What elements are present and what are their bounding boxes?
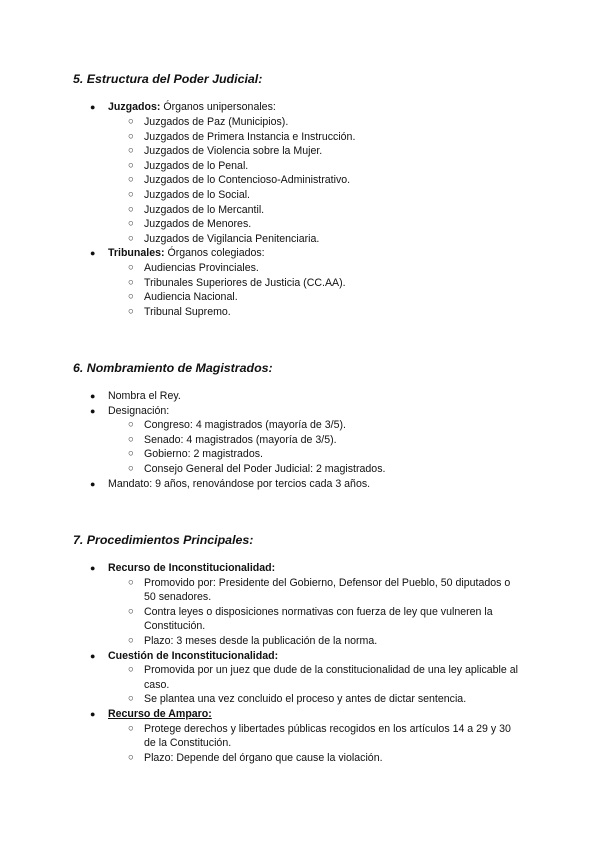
circle-bullet-icon: ○ (128, 635, 134, 646)
section-7-title: 7. Procedimientos Principales: (73, 533, 254, 547)
sublist-item: ○ Juzgados de lo Social. (128, 189, 251, 201)
sublist-item: ○ Juzgados de Paz (Municipios). (128, 116, 289, 128)
circle-bullet-icon: ○ (128, 145, 134, 157)
bullet-icon: ● (90, 102, 96, 112)
bullet-icon: ● (90, 478, 96, 489)
sublist-item: ○ Juzgados de lo Mercantil. (128, 203, 265, 216)
bullet-icon: ● (90, 709, 96, 719)
tribunales-desc: Órganos colegiados: (164, 247, 265, 260)
bullet-icon: ● (90, 405, 96, 416)
circle-bullet-icon: ○ (128, 262, 134, 273)
list-item-tribunales (90, 246, 265, 261)
list-item-recurso-amparo: ● Recurso de Amparo: (90, 708, 212, 720)
circle-bullet-icon: ○ (128, 159, 134, 171)
circle-bullet-icon: ○ (128, 448, 134, 460)
sublist-item: ○ Contra leyes o disposiciones normativas con fuerza de ley que vulneren la Constitución. (128, 605, 493, 633)
list-item: ● Nombra el Rey. (90, 390, 181, 402)
circle-bullet-icon: ○ (128, 664, 134, 676)
section-6-title: 6. Nombramiento de Magistrados: (73, 361, 273, 375)
sublist-item: ○ Gobierno: 2 magistrados. (128, 448, 263, 461)
sublist-item: ○ Audiencia Nacional. (128, 291, 238, 304)
sublist-item: ○ Audiencias Provinciales. (128, 262, 259, 274)
sublist-item: ○ Juzgados de lo Penal. (128, 159, 249, 172)
sublist-item: ○ Promovida por un juez que dude de la constitucionalidad de una ley aplicable al caso. (128, 664, 518, 691)
list-item: ● Designación: (90, 404, 170, 417)
sublist-item: ○ Tribunal Supremo. (128, 305, 231, 318)
circle-bullet-icon: ○ (128, 232, 134, 244)
sublist-item: ○ Se plantea una vez concluido el proceso y antes de dictar sentencia. (128, 693, 467, 706)
circle-bullet-icon: ○ (128, 605, 134, 617)
circle-bullet-icon: ○ (128, 116, 134, 127)
sublist-item: ○ Congreso: 4 magistrados (mayoría de 3/5). (128, 419, 346, 432)
sublist-item: ○ Plazo: 3 meses desde la publicación de la norma. (128, 635, 378, 647)
circle-bullet-icon: ○ (128, 576, 134, 588)
circle-bullet-icon: ○ (128, 130, 134, 142)
circle-bullet-icon: ○ (128, 722, 134, 734)
sublist-item: ○ Protege derechos y libertades públicas recogidos en los artículos 14 a 29 y 30 de la Constitución. (128, 722, 511, 750)
sublist-item: ○ Promovido por: Presidente del Gobierno, Defensor del Pueblo, 50 diputados o 50 senadores. (128, 576, 511, 604)
circle-bullet-icon: ○ (128, 433, 134, 445)
circle-bullet-icon: ○ (128, 276, 134, 288)
sublist-item: ○ Juzgados de Primera Instancia e Instrucción. (128, 130, 356, 143)
circle-bullet-icon: ○ (128, 218, 134, 230)
circle-bullet-icon: ○ (128, 463, 134, 474)
circle-bullet-icon: ○ (128, 291, 134, 303)
circle-bullet-icon: ○ (128, 174, 134, 186)
sublist-item: ○ Consejo General del Poder Judicial: 2 magistrados. (128, 463, 386, 475)
sublist-item: ○ Juzgados de Vigilancia Penitenciaria. (128, 232, 320, 245)
circle-bullet-icon: ○ (128, 751, 134, 763)
sublist-item: ○ Juzgados de lo Contencioso-Administrativo. (128, 174, 351, 187)
tribunales-label: Tribunales: (108, 247, 165, 260)
list-item-cuestion-inconstitucionalidad: ● Cuestión de Inconstitucionalidad: (90, 649, 279, 662)
circle-bullet-icon: ○ (128, 693, 134, 705)
juzgados-label: Juzgados: (108, 101, 161, 113)
list-item: ● Mandato: 9 años, renovándose por tercios cada 3 años. (90, 477, 371, 490)
sublist-item: ○ Plazo: Depende del órgano que cause la violación. (128, 751, 383, 764)
circle-bullet-icon: ○ (128, 203, 134, 215)
sublist-item: ○ Juzgados de Menores. (128, 218, 252, 231)
bullet-icon: ● (90, 650, 96, 661)
bullet-icon: ● (90, 563, 96, 573)
sublist-item: ○ Senado: 4 magistrados (mayoría de 3/5). (128, 433, 337, 446)
list-item-juzgados (90, 100, 276, 115)
circle-bullet-icon: ○ (128, 189, 134, 200)
bullet-icon: ● (90, 248, 96, 259)
list-item-recurso-inconstitucionalidad: ● Recurso de Inconstitucionalidad: (90, 562, 276, 574)
sublist-item: ○ Tribunales Superiores de Justicia (CC.AA). (128, 276, 346, 289)
section-5-title: 5. Estructura del Poder Judicial: (73, 72, 263, 86)
circle-bullet-icon: ○ (128, 305, 134, 317)
sublist-item: ○ Juzgados de Violencia sobre la Mujer. (128, 145, 323, 158)
bullet-icon: ● (90, 391, 96, 401)
juzgados-desc: Órganos unipersonales: (160, 101, 276, 113)
circle-bullet-icon: ○ (128, 419, 134, 431)
